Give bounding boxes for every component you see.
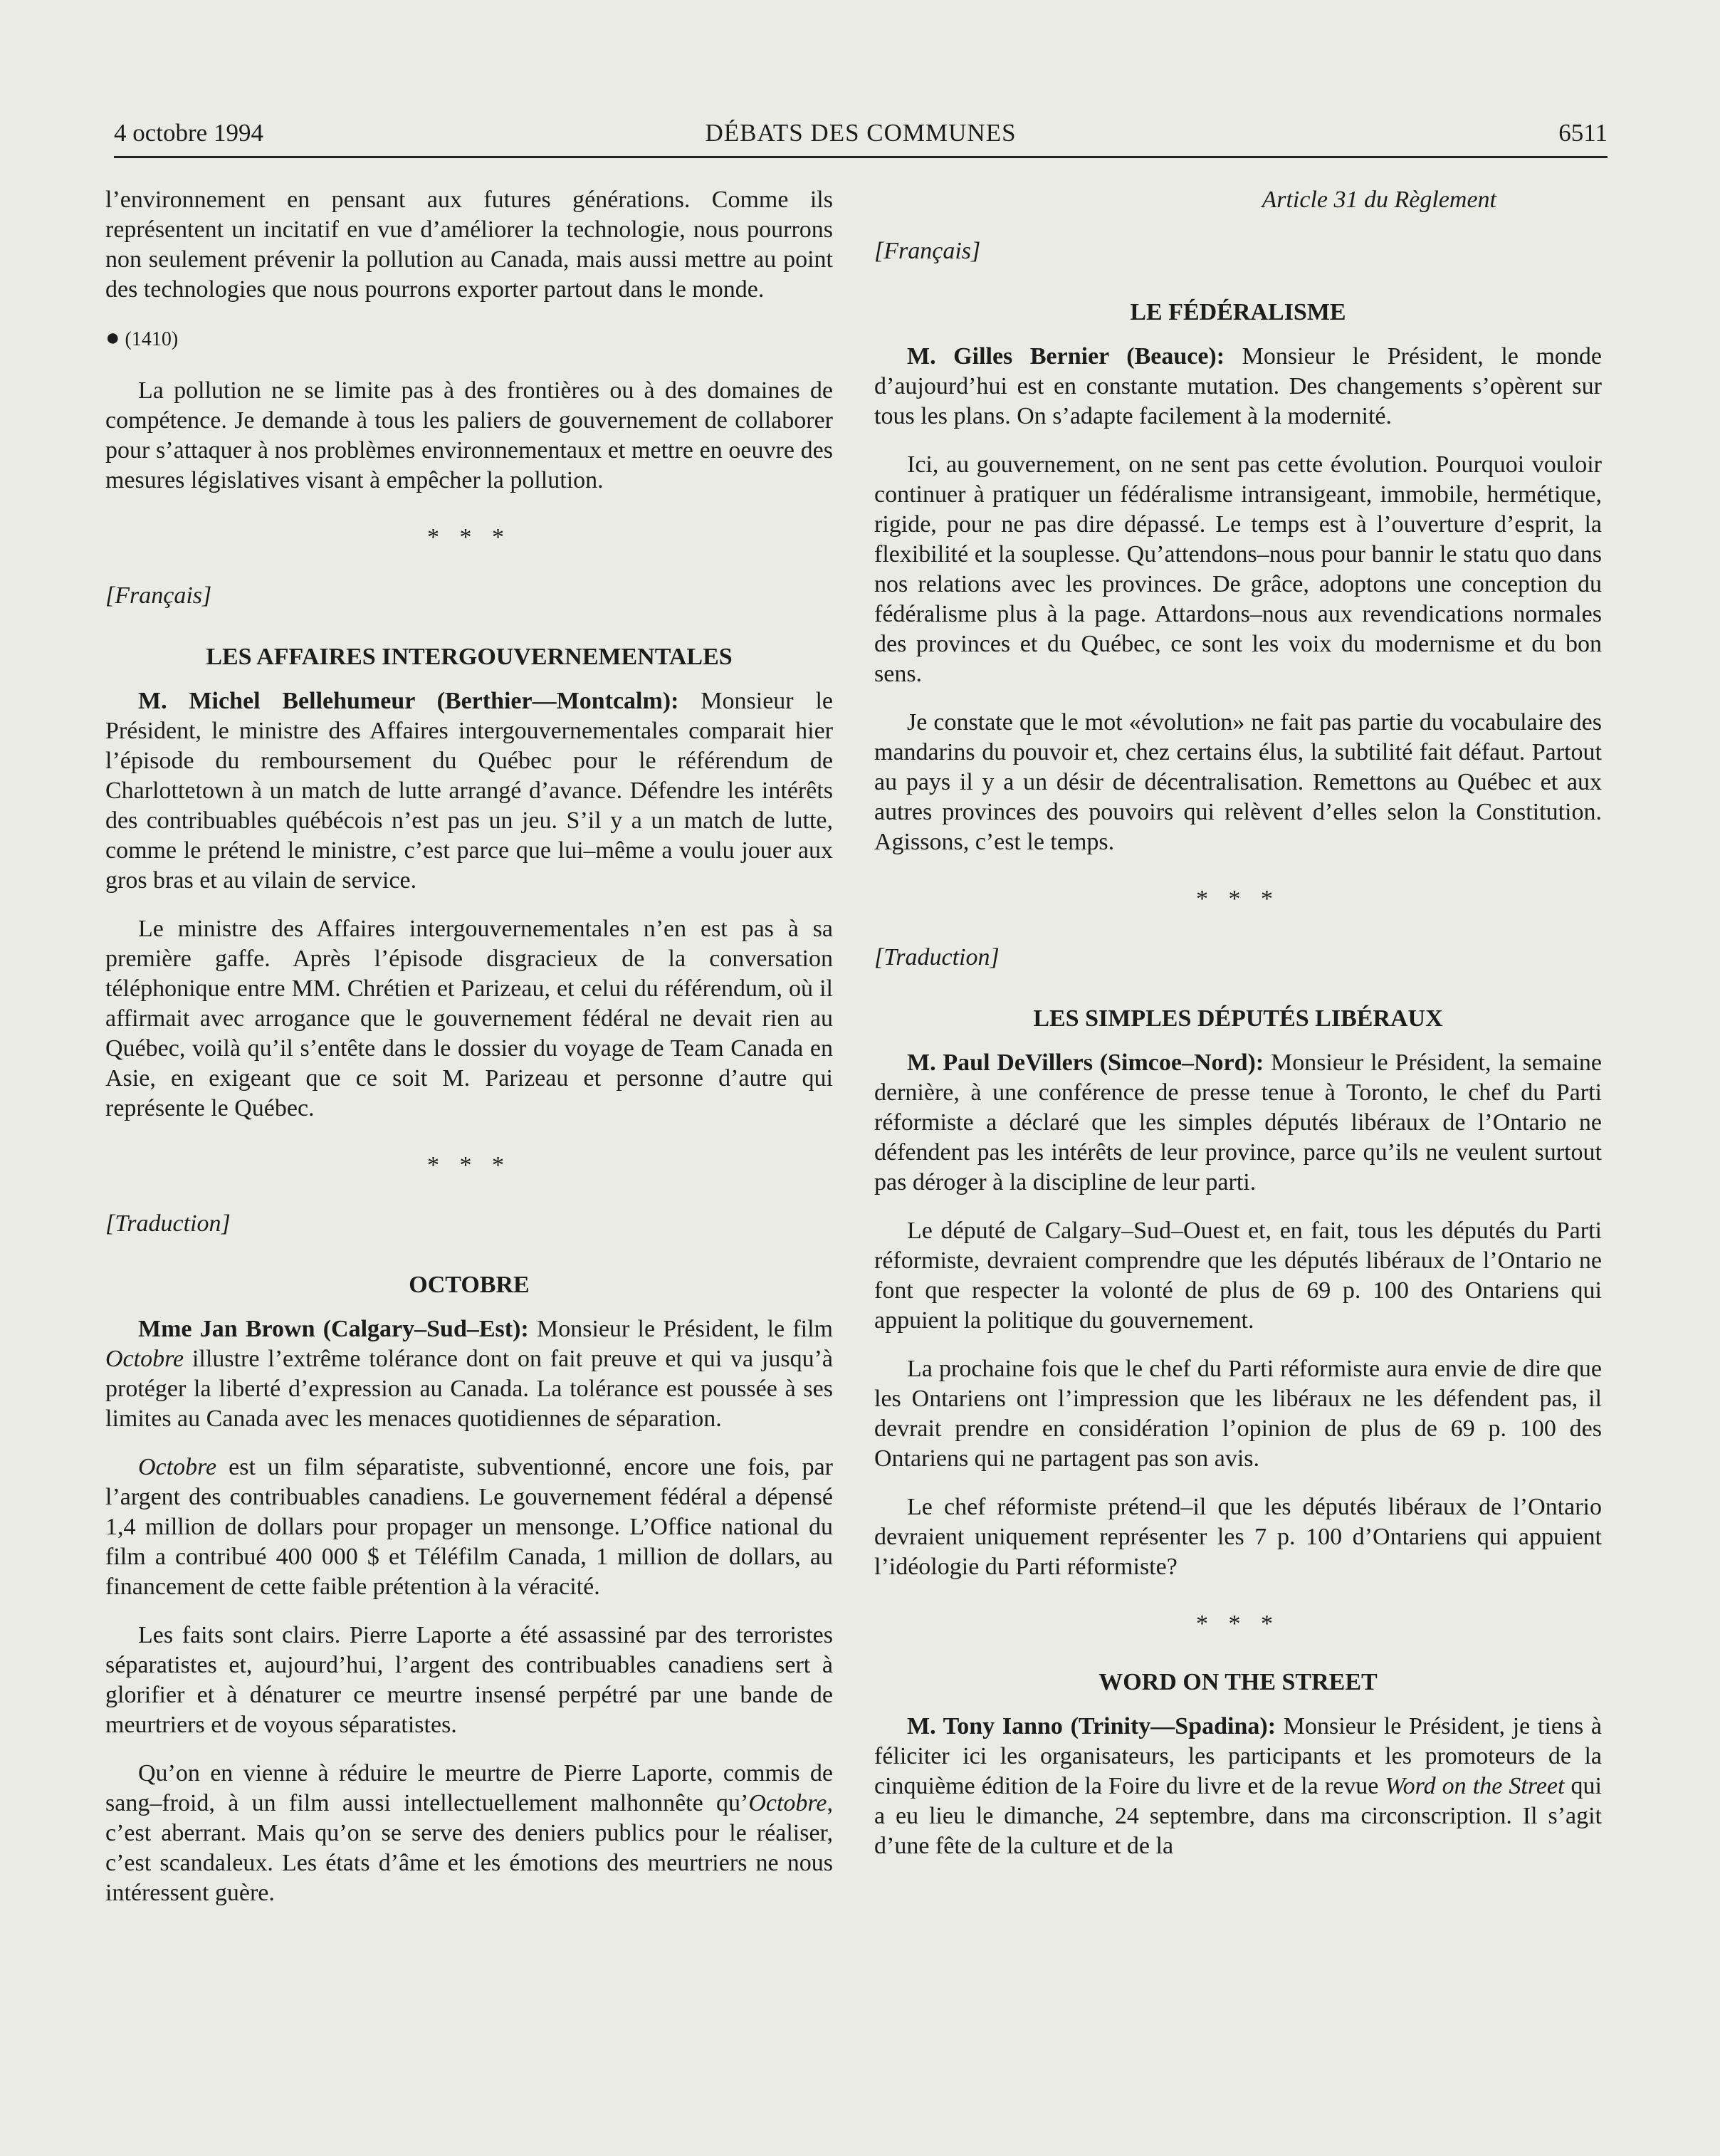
paragraph: l’environnement en pensant aux futures générations. Comme ils représentent un incitatif en vue d’améliorer la technologie, nous pourrons non seulement prévenir la pollution au Canada, mais aussi mettre au point des technologies que nous pourrons exporter partout dans le monde. [105, 187, 833, 303]
language-note: [Français] [105, 582, 212, 609]
paragraph: M. Tony Ianno (Trinity—Spadina): Monsieur le Président, je tiens à féliciter ici les organisateurs, les participants et les promoteurs de la cinquième édition de la Foire du livre et de la revue Word on the Street qui a eu lieu le dimanche, 24 septembre, dans ma circonscription. Il s’agit d’une fête de la culture et de la [874, 1713, 1602, 1859]
speaker-name: Mme Jan Brown (Calgary–Sud–Est): [138, 1316, 529, 1342]
time-marker-text: (1410) [125, 328, 179, 350]
section-separator: * * * [427, 1152, 511, 1178]
paragraph: La prochaine fois que le chef du Parti réformiste aura envie de dire que les Ontariens ont l’impression que les libéraux ne les défendent pas, il devrait prendre en considération l’opinion de plus de 69 p. 100 des Ontariens qui ne partagent pas son avis. [874, 1356, 1602, 1472]
paragraph: Octobre est un film séparatiste, subventionné, encore une fois, par l’argent des contribuables canadiens. Le gouvernement fédéral a dépensé 1,4 million de dollars pour propager un mensonge. L’Office national du film a contribué 400 000 $ et Téléfilm Canada, 1 million de dollars, au financement de cette faible prétention à la véracité. [105, 1454, 833, 1600]
section-heading: LE FÉDÉRALISME [1130, 299, 1346, 325]
paragraph: Qu’on en vienne à réduire le meurtre de Pierre Laporte, commis de sang–froid, à un film aussi intellectuellement malhonnête qu’Octobre, c’est aberrant. Mais qu’on se serve des deniers publics pour le réaliser, c’est scandaleux. Les états d’âme et les émotions des meurtriers ne nous intéressent guère. [105, 1760, 833, 1906]
header-title: DÉBATS DES COMMUNES [705, 119, 1017, 147]
paragraph: Ici, au gouvernement, on ne sent pas cette évolution. Pourquoi vouloir continuer à pratiquer un fédéralisme intransigeant, immobile, hermétique, rigide, pour ne pas dire dépassé. Le temps est à l’ouverture d’esprit, la flexibilité et la souplesse. Qu’attendons–nous pour bannir le statu quo dans nos relations avec les provinces. De grâce, adoptons une conception du fédéralisme plus à la page. Attardons–nous aux revendications normales des provinces et du Québec, ce sont les voix du modernisme et du bon sens. [874, 451, 1602, 687]
left-column [105, 185, 833, 1908]
language-note: [Traduction] [874, 944, 1000, 970]
page-header [114, 116, 1608, 158]
paragraph: M. Paul DeVillers (Simcoe–Nord): Monsieur le Président, la semaine dernière, à une conférence de presse tenue à Toronto, le chef du Parti réformiste a déclaré que les simples députés libéraux de l’Ontario ne défendent pas les intérêts de leur province, parce qu’ils ne veulent surtout pas déroger à la discipline de leur parti. [874, 1050, 1602, 1195]
time-marker [105, 323, 833, 355]
speaker-name: M. Michel Bellehumeur (Berthier—Montcalm): [138, 688, 679, 714]
right-column [874, 185, 1602, 1861]
speaker-name: M. Paul DeVillers (Simcoe–Nord): [907, 1050, 1264, 1076]
header-page-number: 6511 [1558, 119, 1608, 147]
paragraph: Je constate que le mot «évolution» ne fait pas partie du vocabulaire des mandarins du pouvoir et, chez certains élus, la subtilité fait défaut. Partout au pays il y a un désir de décentralisation. Remettons au Québec et aux autres provinces des pouvoirs qui relèvent d’elles selon la Constitution. Agissons, c’est le temps. [874, 709, 1602, 855]
section-heading: WORD ON THE STREET [1098, 1669, 1378, 1695]
paragraph: M. Michel Bellehumeur (Berthier—Montcalm): Monsieur le Président, le ministre des Affaires intergouvernementales comparait hier l’épisode du remboursement du Québec pour le référendum de Charlottetown à un match de lutte arrangé d’avance. Défendre les intérêts des contribuables québécois n’est pas un jeu. S’il y a un match de lutte, comme le prétend le ministre, c’est parce que lui–même a voulu jouer aux gros bras et au vilain de service. [105, 688, 834, 894]
language-note: [Traduction] [105, 1210, 231, 1237]
paragraph: Le ministre des Affaires intergouvernementales n’en est pas à sa première gaffe. Après l’épisode disgracieux de la conversation téléphonique entre MM. Chrétien et Parizeau, et celui du référendum, où il affirmait avec arrogance que le gouvernement fédéral ne devait rien au Québec, voilà qu’il s’entête dans le dossier du voyage de Team Canada en Asie, en exigeant que ce soit M. Parizeau et personne d’autre qui représente le Québec. [105, 916, 833, 1121]
paragraph: Les faits sont clairs. Pierre Laporte a été assassiné par des terroristes séparatistes et, aujourd’hui, l’argent des contribuables canadiens sert à glorifier et à dénaturer ce meurtre insensé perpétré par une bande de meurtriers et de voyous séparatistes. [105, 1622, 833, 1738]
paragraph: Le député de Calgary–Sud–Ouest et, en fait, tous les députés du Parti réformiste, devraient comprendre que les députés libéraux de l’Ontario ne font que respecter la volonté de plus de 69 p. 100 des Ontariens qui appuient la politique du gouvernement. [874, 1218, 1602, 1334]
paragraph: La pollution ne se limite pas à des frontières ou à des domaines de compétence. Je demande à tous les paliers de gouvernement de collaborer pour s’attaquer à nos problèmes environnementaux et mettre en oeuvre des mesures législatives visant à empêcher la pollution. [105, 377, 833, 493]
rule-reference: Article 31 du Règlement [1262, 187, 1496, 213]
section-separator: * * * [1196, 886, 1280, 912]
section-heading: LES AFFAIRES INTERGOUVERNEMENTALES [206, 644, 733, 670]
speaker-name: M. Tony Ianno (Trinity—Spadina): [907, 1713, 1276, 1739]
paragraph: Mme Jan Brown (Calgary–Sud–Est): Monsieur le Président, le film Octobre illustre l’extrême tolérance dont on fait preuve et qui va jusqu’à protéger la liberté d’expression au Canada. La tolérance est poussée à ses limites au Canada avec les menaces quotidiennes de séparation. [105, 1316, 833, 1432]
header-date: 4 octobre 1994 [114, 119, 263, 147]
language-note: [Français] [874, 238, 981, 264]
bullet-icon: ● [105, 325, 120, 351]
paragraph: Le chef réformiste prétend–il que les députés libéraux de l’Ontario devraient uniquement représenter les 7 p. 100 d’Ontariens qui appuient l’idéologie du Parti réformiste? [874, 1494, 1602, 1580]
section-separator: * * * [427, 524, 511, 550]
speaker-name: M. Gilles Bernier (Beauce): [907, 343, 1225, 370]
section-heading: LES SIMPLES DÉPUTÉS LIBÉRAUX [1033, 1005, 1443, 1032]
section-heading: OCTOBRE [409, 1272, 530, 1298]
section-separator: * * * [1196, 1611, 1280, 1637]
paragraph: M. Gilles Bernier (Beauce): Monsieur le Président, le monde d’aujourd’hui est en constante mutation. Des changements s’opèrent sur tous les plans. On s’adapte facilement à la modernité. [874, 343, 1602, 429]
